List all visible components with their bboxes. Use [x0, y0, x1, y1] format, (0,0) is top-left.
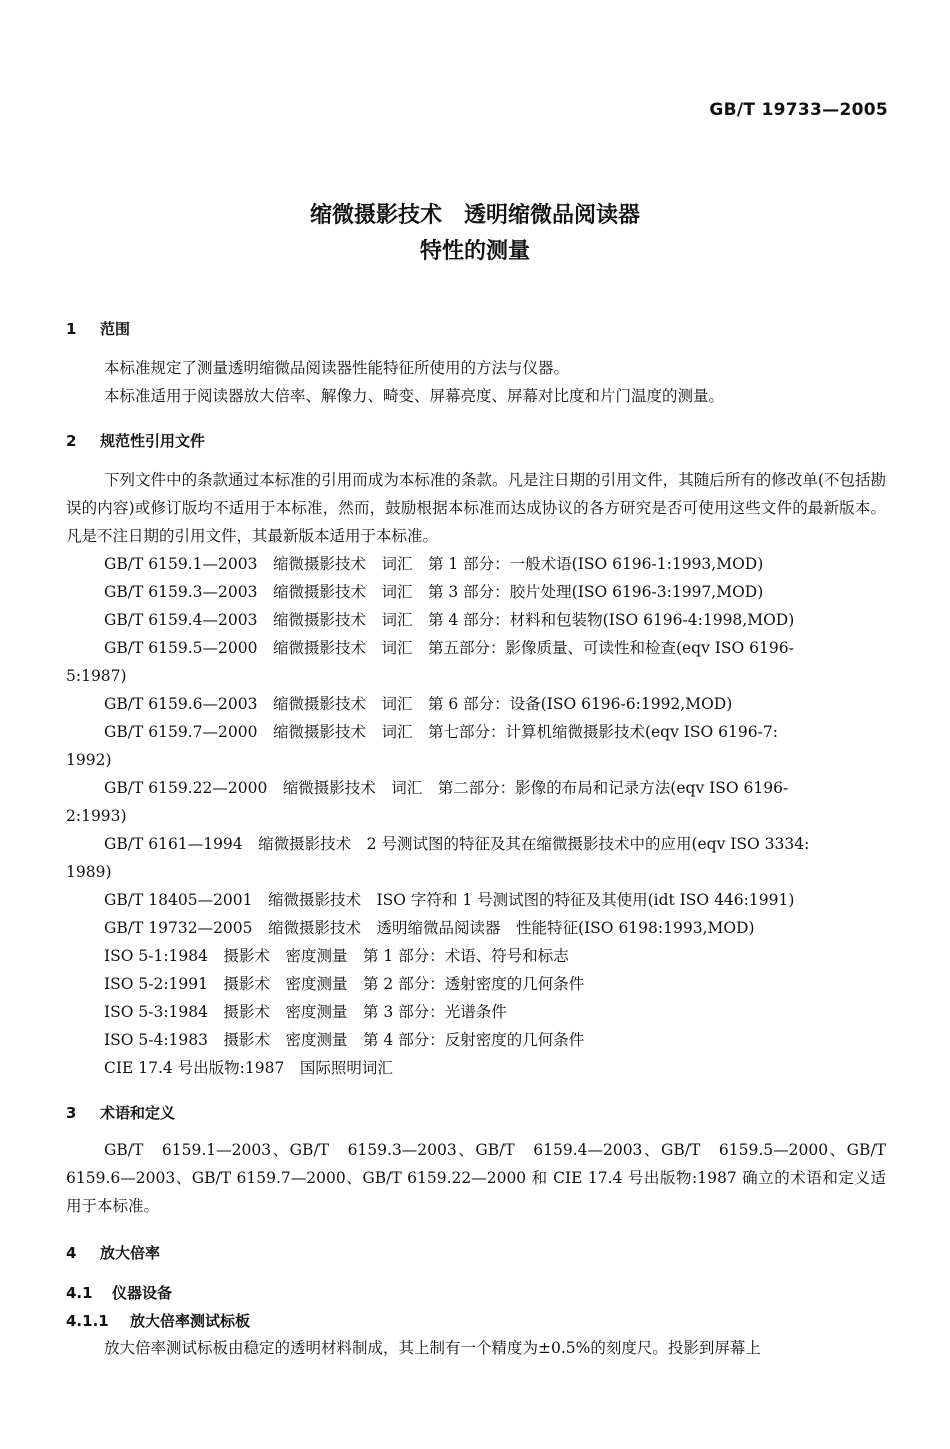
reference-item: GB/T 6159.22—2000 缩微摄影技术 词汇 第二部分：影像的布局和记录方法(eqv ISO 6196-	[104, 779, 789, 797]
reference-item: GB/T 6159.7—2000 缩微摄影技术 词汇 第七部分：计算机缩微摄影技术(eqv ISO 6196-7:	[104, 723, 778, 741]
section-2-intro: 下列文件中的条款通过本标准的引用而成为本标准的条款。凡是注日期的引用文件，其随后所有的修改单(不包括勘误的内容)或修订版均不适用于本标准，然而，鼓励根据本标准而达成协议的各方研究是否可使用这些文件的最新版本。凡是不注日期的引用文件，其最新版本适用于本标准。	[66, 471, 886, 545]
section-2-heading	[66, 430, 205, 451]
section-4-1-1-heading	[66, 1310, 250, 1331]
standard-code: GB/T 19733—2005	[709, 100, 888, 120]
reference-item: GB/T 6161—1994 缩微摄影技术 2 号测试图的特征及其在缩微摄影技术中的应用(eqv ISO 3334:	[104, 835, 810, 853]
section-3-heading	[66, 1102, 175, 1123]
document-title-line-1: 缩微摄影技术 透明缩微品阅读器	[309, 203, 640, 228]
section-title: 仪器设备	[112, 1284, 173, 1302]
section-1-heading	[66, 318, 130, 339]
section-title: 规范性引用文件	[100, 432, 206, 450]
reference-item: GB/T 6159.1—2003 缩微摄影技术 词汇 第 1 部分：一般术语(ISO 6196-1:1993,MOD)	[104, 555, 764, 573]
section-title: 放大倍率测试标板	[130, 1312, 251, 1330]
section-1-paragraph-2: 本标准适用于阅读器放大倍率、解像力、畸变、屏幕亮度、屏幕对比度和片门温度的测量。	[104, 387, 725, 405]
reference-item: CIE 17.4 号出版物:1987 国际照明词汇	[104, 1059, 393, 1077]
reference-item: ISO 5-4:1983 摄影术 密度测量 第 4 部分：反射密度的几何条件	[104, 1031, 585, 1049]
section-1-paragraph-1: 本标准规定了测量透明缩微品阅读器性能特征所使用的方法与仪器。	[104, 359, 570, 377]
reference-item: ISO 5-2:1991 摄影术 密度测量 第 2 部分：透射密度的几何条件	[104, 975, 585, 993]
section-number: 4.1.1	[66, 1312, 109, 1330]
section-4-1-1-body: 放大倍率测试标板由稳定的透明材料制成，其上制有一个精度为±0.5%的刻度尺。投影到屏幕上	[104, 1339, 761, 1357]
reference-item-continuation: 2:1993)	[66, 807, 127, 825]
section-number: 2	[66, 432, 77, 450]
reference-item-continuation: 5:1987)	[66, 667, 127, 685]
reference-item: GB/T 6159.3—2003 缩微摄影技术 词汇 第 3 部分：胶片处理(ISO 6196-3:1997,MOD)	[104, 583, 764, 601]
reference-item-continuation: 1989)	[66, 863, 112, 881]
document-title-line-2: 特性的测量	[419, 239, 530, 264]
section-title: 术语和定义	[100, 1104, 176, 1122]
section-3-body: GB/T 6159.1—2003、GB/T 6159.3—2003、GB/T 6159.4—2003、GB/T 6159.5—2000、GB/T 6159.6—2003、GB/T 6159.7—2000、GB/T 6159.22—2000 和 CIE 17.4 号出版物:1987 确立的术语和定义适用于本标准。	[66, 1141, 886, 1215]
reference-item: GB/T 6159.5—2000 缩微摄影技术 词汇 第五部分：影像质量、可读性和检查(eqv ISO 6196-	[104, 639, 794, 657]
section-4-heading	[66, 1242, 160, 1263]
section-number: 1	[66, 320, 77, 338]
section-number: 4	[66, 1244, 77, 1262]
reference-item: GB/T 19732—2005 缩微摄影技术 透明缩微品阅读器 性能特征(ISO 6198:1993,MOD)	[104, 919, 755, 937]
section-number: 4.1	[66, 1284, 93, 1302]
section-4-1-heading	[66, 1282, 172, 1303]
section-title: 范围	[100, 320, 131, 338]
reference-item: GB/T 6159.4—2003 缩微摄影技术 词汇 第 4 部分：材料和包装物(ISO 6196-4:1998,MOD)	[104, 611, 795, 629]
reference-item: GB/T 6159.6—2003 缩微摄影技术 词汇 第 6 部分：设备(ISO 6196-6:1992,MOD)	[104, 695, 733, 713]
section-number: 3	[66, 1104, 77, 1122]
reference-item: ISO 5-3:1984 摄影术 密度测量 第 3 部分：光谱条件	[104, 1003, 507, 1021]
reference-item-continuation: 1992)	[66, 751, 112, 769]
reference-item: GB/T 18405—2001 缩微摄影技术 ISO 字符和 1 号测试图的特征及其使用(idt ISO 446:1991)	[104, 891, 795, 909]
reference-item: ISO 5-1:1984 摄影术 密度测量 第 1 部分：术语、符号和标志	[104, 947, 569, 965]
section-title: 放大倍率	[100, 1244, 161, 1262]
